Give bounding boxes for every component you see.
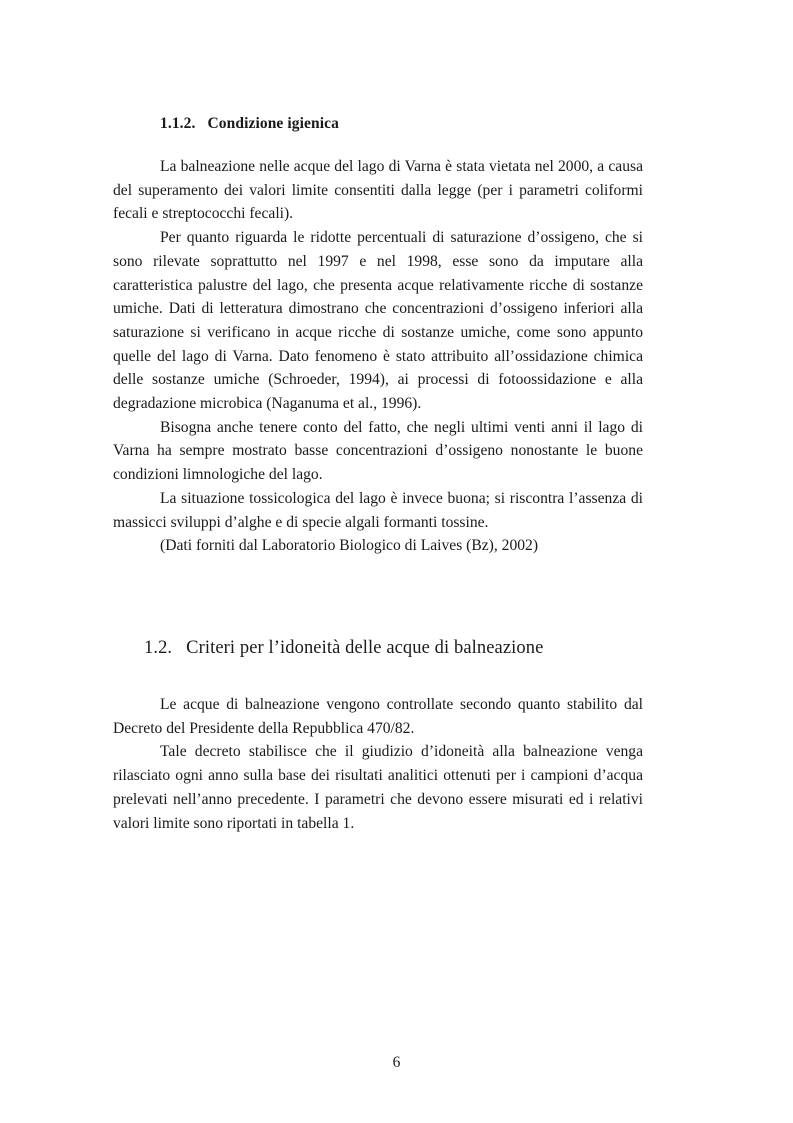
paragraph: La situazione tossicologica del lago è invece buona; si riscontra l’assenza di massicci sviluppi d’alghe e di specie algali formanti tossine. [113, 489, 643, 531]
section-heading [144, 638, 543, 659]
section-number: 1.2. [144, 638, 173, 658]
subsection-number: 1.1.2. [160, 115, 196, 132]
page-number: 6 [392, 1054, 401, 1071]
paragraph: La balneazione nelle acque del lago di Varna è stata vietata nel 2000, a causa del superamento dei valori limite consentiti dalla legge (per i parametri coliformi fecali e streptococchi fecali). [113, 158, 643, 223]
paragraph: Tale decreto stabilisce che il giudizio d’idoneità alla balneazione venga rilasciato ogni anno sulla base dei risultati analitici ottenuti per i campioni d’acqua prelevati nell’anno precedente. I parametri che devono essere misurati ed i relativi valori limite sono riportati in tabella 1. [113, 743, 643, 832]
paragraph: Le acque di balneazione vengono controllate secondo quanto stabilito dal Decreto del Presidente della Repubblica 470/82. [113, 696, 643, 737]
paragraph: Per quanto riguarda le ridotte percentuali di saturazione d’ossigeno, che si sono rilevate soprattutto nel 1997 e nel 1998, esse sono da imputare alla caratteristica palustre del lago, che presenta acque relativamente ricche di sostanze umiche. Dati di letteratura dimostrano che concentrazioni d’ossigeno inferiori alla saturazione si verificano in acque ricche di sostanze umiche, come sono appunto quelle del lago di Varna. Dato fenomeno è stato attribuito all’ossidazione chimica delle sostanze umiche (Schroeder, 1994), ai processi di fotoossidazione e alla degradazione microbica (Naganuma et al., 1996). [113, 229, 643, 413]
section-body [113, 693, 643, 835]
source-citation: (Dati forniti dal Laboratorio Biologico di Laives (Bz), 2002) [160, 537, 539, 555]
subsection-title: Condizione igienica [207, 115, 339, 132]
subsection-body [113, 155, 643, 558]
paragraph: Bisogna anche tenere conto del fatto, che negli ultimi venti anni il lago di Varna ha sempre mostrato basse concentrazioni d’ossigeno nonostante le buone condizioni limnologiche del lago. [113, 418, 643, 484]
subsection-heading [160, 115, 339, 133]
section-title: Criteri per l’idoneità delle acque di balneazione [186, 638, 544, 658]
